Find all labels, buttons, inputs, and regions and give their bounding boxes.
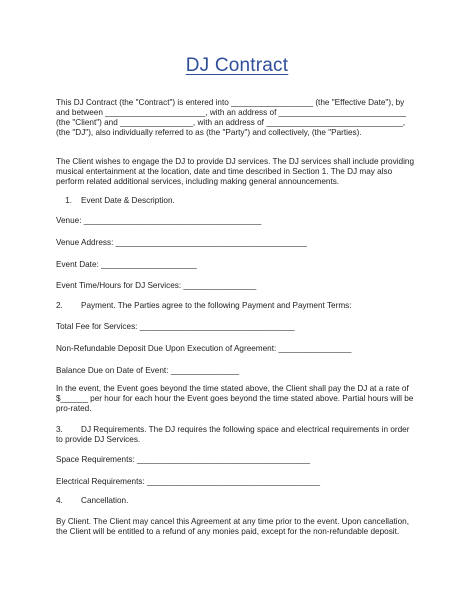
space-requirements-field: Space Requirements: ______________________________________ [56, 455, 311, 464]
section-3-heading: to provide DJ Services. [56, 435, 141, 444]
intro-line: This DJ Contract (the "Contract") is entered into __________________ (the "Effective Date"), by [56, 98, 405, 107]
purpose-line: The Client wishes to engage the DJ to provide DJ services. The DJ services shall include providing [56, 157, 414, 166]
document-title: DJ Contract [185, 55, 289, 76]
venue-field: Venue: _______________________________________ [56, 216, 262, 225]
overtime-line: pro-rated. [56, 404, 92, 413]
deposit-field: Non-Refundable Deposit Due Upon Execution of Agreement: ________________ [56, 344, 352, 353]
section-3-heading: 3. DJ Requirements. The DJ requires the following space and electrical requirements in order [56, 425, 410, 434]
section-1-heading: 1. Event Date & Description. [56, 196, 175, 205]
intro-line: and between ______________________, with an address of ____________________________ [56, 108, 407, 117]
section-2-heading: 2. Payment. The Parties agree to the following Payment and Payment Terms: [56, 301, 352, 310]
intro-line: (the "Client") and ________________, with an address of ______________________________, [56, 118, 406, 127]
electrical-requirements-field: Electrical Requirements: ______________________________________ [56, 477, 321, 486]
cancellation-line: By Client. The Client may cancel this Agreement at any time prior to the event. Upon cancellation, [56, 517, 410, 526]
balance-field: Balance Due on Date of Event: _______________ [56, 366, 239, 375]
event-time-field: Event Time/Hours for DJ Services: ________________ [56, 281, 257, 290]
overtime-line: $______ per hour for each hour the Event goes beyond the time stated above. Partial hours will be [56, 394, 414, 403]
cancellation-line: the Client will be entitled to a refund of any monies paid, except for the non-refundable deposit. [56, 527, 400, 536]
purpose-line: perform related additional services, including making general announcements. [56, 177, 340, 186]
venue-address-field: Venue Address: __________________________________________ [56, 238, 307, 247]
event-date-field: Event Date: _____________________ [56, 260, 197, 269]
purpose-line: musical entertainment at the location, date and time described in Section 1. The DJ may also [56, 167, 393, 176]
intro-line: (the "DJ"), also individually referred to as (the "Party") and collectively, (the "Parties). [56, 128, 362, 137]
section-4-heading: 4. Cancellation. [56, 496, 129, 505]
total-fee-field: Total Fee for Services: __________________________________ [56, 322, 295, 331]
overtime-line: In the event, the Event goes beyond the time stated above, the Client shall pay the DJ at a rate of [56, 384, 409, 393]
